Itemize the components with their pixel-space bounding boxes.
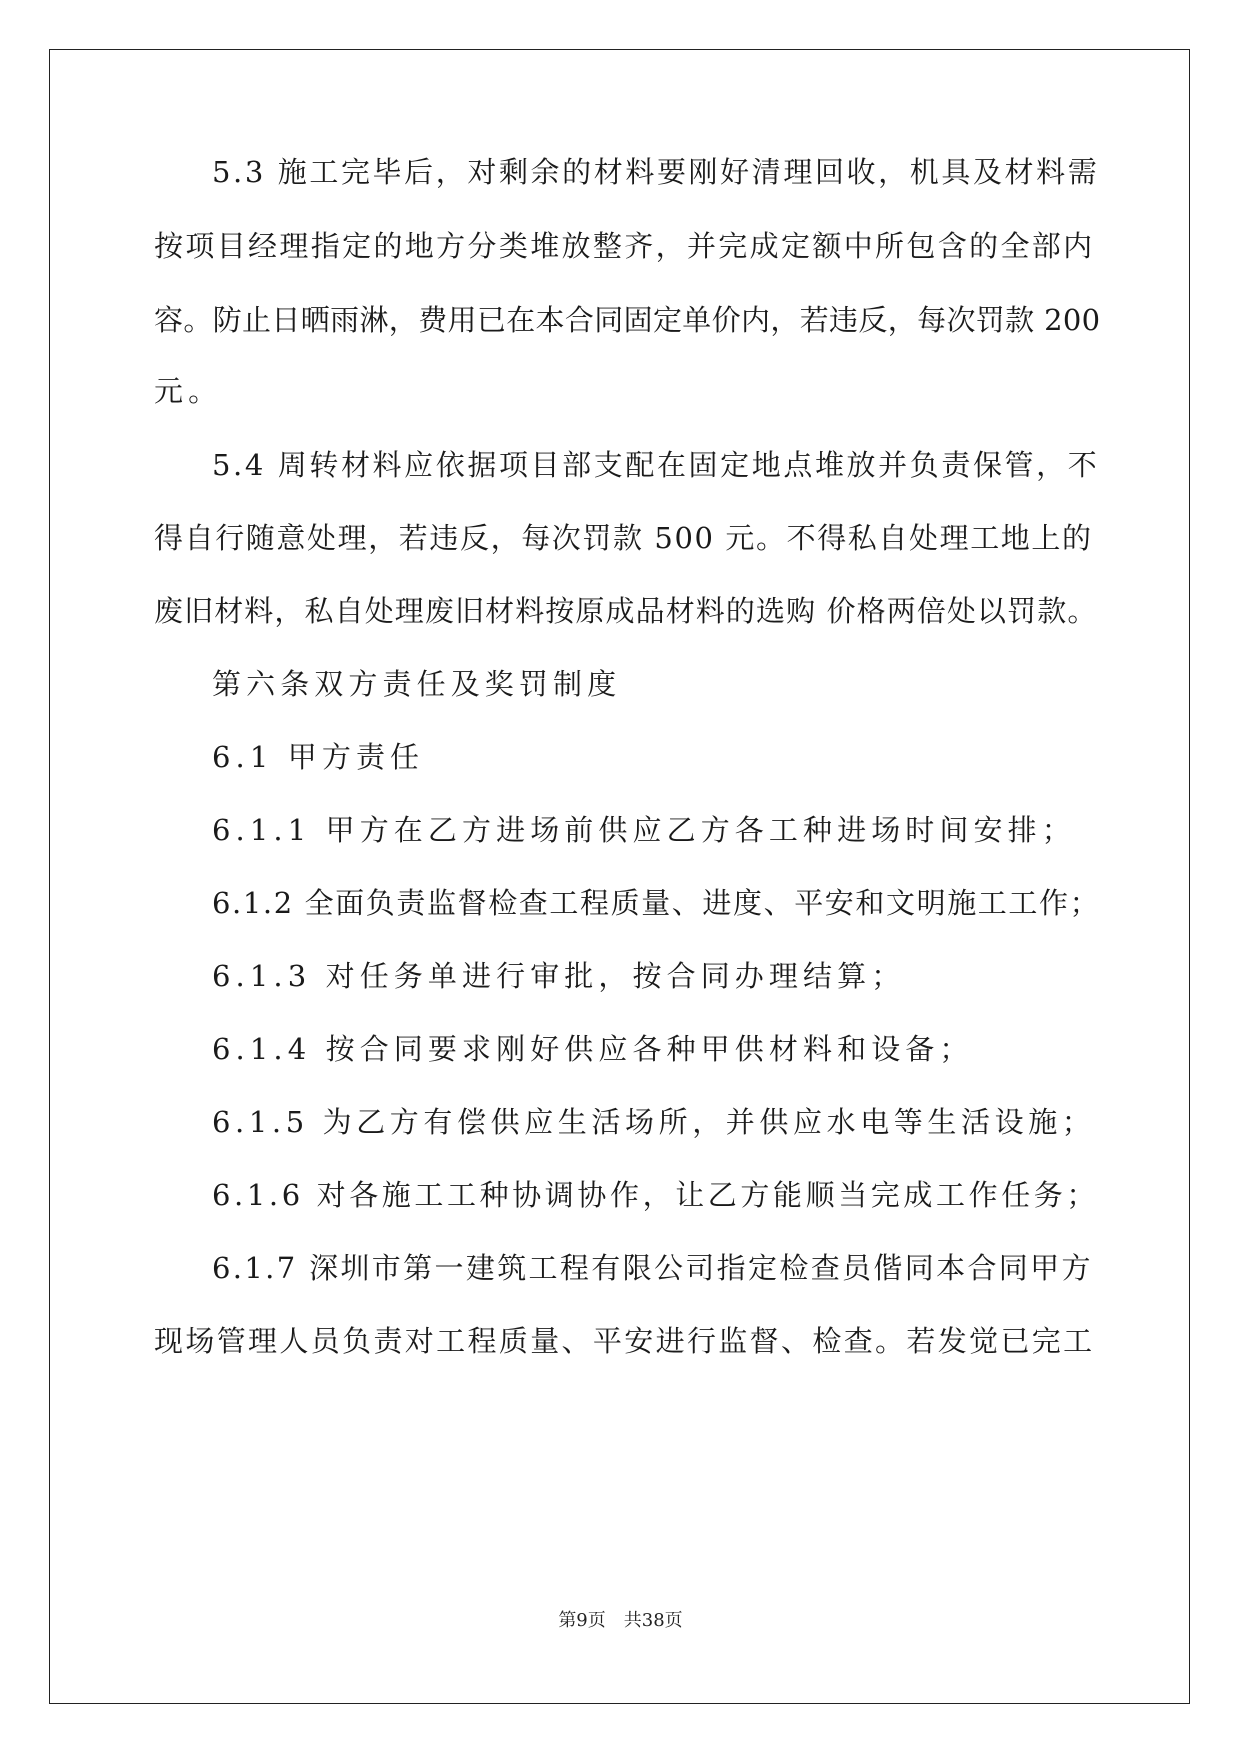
page-border [49, 49, 1190, 1704]
subsection-heading-6-1: 6.1 甲方责任 [212, 740, 425, 774]
clause-6-1-4: 6.1.4 按合同要求刚好供应各种甲供材料和设备； [212, 1032, 974, 1066]
paragraph-5-3-line-1: 5.3 施工完毕后，对剩余的材料要刚好清理回收，机具及材料需 [212, 155, 1100, 189]
page-total: 共38页 [623, 1610, 683, 1631]
clause-6-1-7-line-1: 6.1.7 深圳市第一建筑工程有限公司指定检查员偕同本合同甲方 [212, 1251, 1093, 1285]
clause-6-1-7-line-2: 现场管理人员负责对工程质量、平安进行监督、检查。若发觉已完工 [154, 1324, 1095, 1358]
clause-6-1-2: 6.1.2 全面负责监督检查工程质量、进度、平安和文明施工工作； [212, 886, 1101, 920]
paragraph-5-3-line-2: 按项目经理指定的地方分类堆放整齐，并完成定额中所包含的全部内 [154, 229, 1095, 263]
page-number: 第9页 [558, 1610, 606, 1631]
section-heading-article-6: 第六条双方责任及奖罚制度 [212, 667, 622, 701]
clause-6-1-5: 6.1.5 为乙方有偿供应生活场所，并供应水电等生活设施； [212, 1105, 1096, 1139]
paragraph-5-3-line-4: 元。 [154, 374, 223, 408]
clause-6-1-6: 6.1.6 对各施工工种协调协作，让乙方能顺当完成工作任务； [212, 1178, 1100, 1212]
paragraph-5-4-line-1: 5.4 周转材料应依据项目部支配在固定地点堆放并负责保管，不 [212, 448, 1100, 482]
paragraph-5-4-line-2: 得自行随意处理，若违反，每次罚款 500 元。不得私自处理工地上的 [154, 521, 1093, 555]
page-footer [0, 1609, 1241, 1633]
paragraph-5-4-line-3: 废旧材料，私自处理废旧材料按原成品材料的选购 价格两倍处以罚款。 [154, 594, 1098, 628]
paragraph-5-3-line-3: 容。防止日晒雨淋，费用已在本合同固定单价内，若违反，每次罚款 200 [154, 303, 1101, 337]
clause-6-1-3: 6.1.3 对任务单进行审批，按合同办理结算； [212, 959, 906, 993]
clause-6-1-1: 6.1.1 甲方在乙方进场前供应乙方各工种进场时间安排； [212, 813, 1076, 847]
